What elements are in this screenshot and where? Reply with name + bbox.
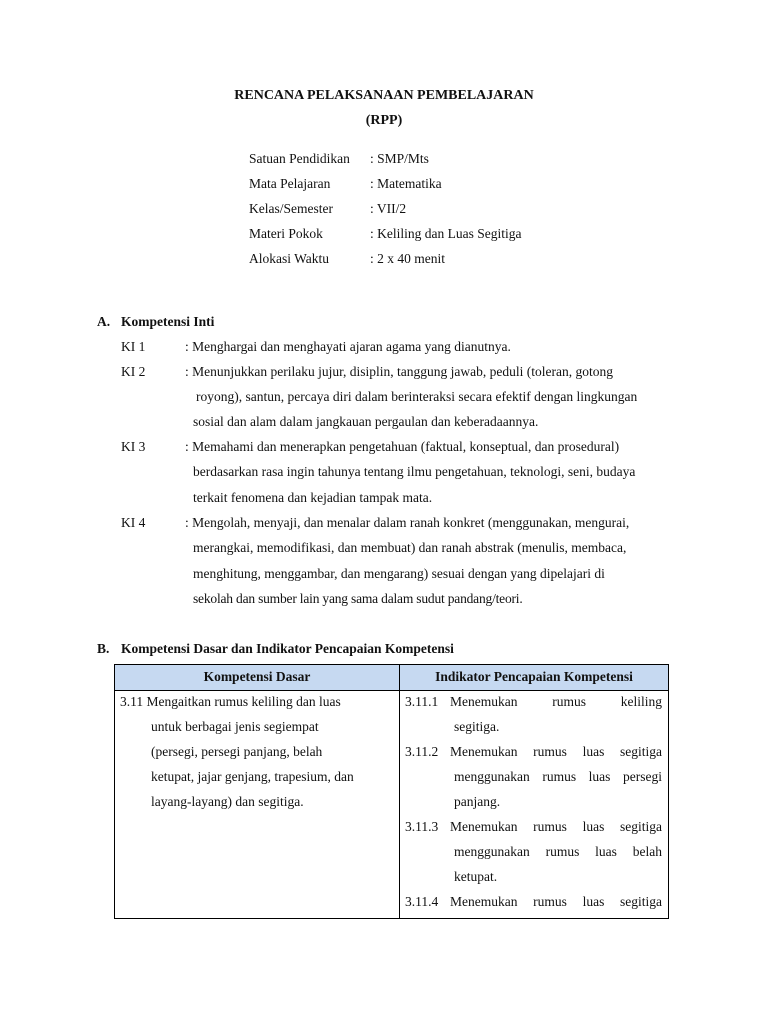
kd-text: 3.11 Mengaitkan rumus keliling dan luas [120,694,341,709]
identity-value: : SMP/Mts [370,151,429,166]
ki-code: KI 4 [121,515,146,530]
ki-code: KI 1 [121,339,146,354]
ki-text: terkait fenomena dan kejadian tampak mata. [193,490,433,505]
indicator-text: Menemukan rumus luas segitiga [450,744,662,759]
ki-code: KI 3 [121,439,146,454]
section-heading: Kompetensi Dasar dan Indikator Pencapaian Kompetensi [121,641,454,656]
indicator-number: 3.11.1 [405,694,439,709]
ki-text: menghitung, menggambar, dan mengarang) sesuai dengan yang dipelajari di [193,566,605,581]
kd-text: ketupat, jajar genjang, trapesium, dan [151,769,354,784]
indicator-number: 3.11.2 [405,744,439,759]
indicator-number: 3.11.3 [405,819,439,834]
kompetensi-table [114,664,669,919]
identity-label: Alokasi Waktu [249,251,330,266]
table-header-kd: Kompetensi Dasar [203,669,311,684]
ki-text: : Menunjukkan perilaku jujur, disiplin, tanggung jawab, peduli (toleran, gotong [185,364,614,379]
section-marker: A. [97,314,111,329]
ki-text: merangkai, memodifikasi, dan membuat) dan ranah abstrak (menulis, membaca, [193,540,627,555]
indicator-text: panjang. [454,794,501,809]
indicator-text: Menemukan rumus keliling [450,694,662,709]
section-marker: B. [97,641,110,656]
identity-value: : VII/2 [370,201,407,216]
section-heading: Kompetensi Inti [121,314,215,329]
ki-text: : Menghargai dan menghayati ajaran agama yang dianutnya. [185,339,511,354]
ki-code: KI 2 [121,364,146,379]
document-title: RENCANA PELAKSANAAN PEMBELAJARAN [234,88,534,103]
ki-text: : Mengolah, menyaji, dan menalar dalam ranah konkret (menggunakan, mengurai, [185,515,630,530]
kd-text: layang-layang) dan segitiga. [151,794,304,809]
ki-text: royong), santun, percaya diri dalam berinteraksi secara efektif dengan lingkungan [196,389,638,404]
indicator-text: ketupat. [454,869,498,884]
table-header-indikator: Indikator Pencapaian Kompetensi [435,669,633,684]
identity-value: : Keliling dan Luas Segitiga [370,226,522,241]
indicator-text: segitiga. [454,719,500,734]
identity-value: : 2 x 40 menit [370,251,445,266]
indicator-text: Menemukan rumus luas segitiga [450,894,662,909]
column-divider [399,665,400,918]
indicator-text: menggunakan rumus luas persegi [454,769,662,784]
ki-text: : Memahami dan menerapkan pengetahuan (faktual, konseptual, dan prosedural) [185,439,620,454]
identity-label: Satuan Pendidikan [249,151,350,166]
ki-text: berdasarkan rasa ingin tahunya tentang ilmu pengetahuan, teknologi, seni, budaya [193,464,636,479]
document-subtitle: (RPP) [365,113,403,128]
identity-label: Materi Pokok [249,226,323,241]
indicator-text: menggunakan rumus luas belah [454,844,662,859]
identity-value: : Matematika [370,176,442,191]
kd-text: (persegi, persegi panjang, belah [151,744,323,759]
indicator-number: 3.11.4 [405,894,439,909]
identity-label: Mata Pelajaran [249,176,331,191]
kd-text: untuk berbagai jenis segiempat [151,719,319,734]
identity-label: Kelas/Semester [249,201,333,216]
ki-text: sekolah dan sumber lain yang sama dalam sudut pandang/teori. [193,591,523,606]
indicator-text: Menemukan rumus luas segitiga [450,819,662,834]
ki-text: sosial dan alam dalam jangkauan pergaulan dan keberadaannya. [193,414,539,429]
